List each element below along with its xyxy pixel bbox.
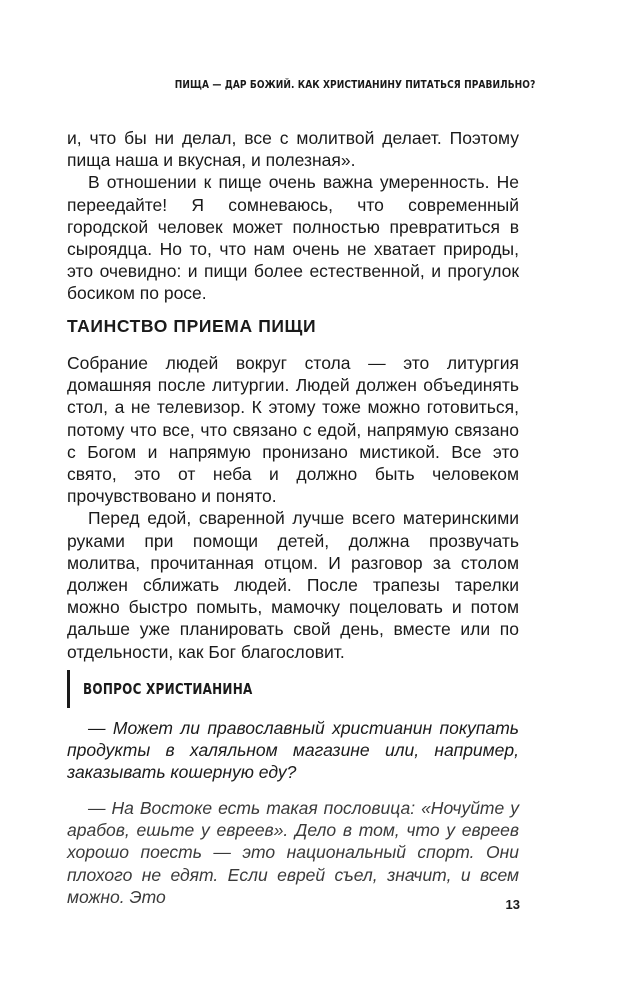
paragraph-moderation: В отношении к пище очень важна умеренность. Не переедайте! Я сомневаюсь, что современный городской человек может полностью превратиться в сыроядца. Но то, что нам очень не хватает природы, это очевидно: и пищи более естественной, и прогулок босиком по росе. [67,172,519,304]
page-number: 13 [505,897,520,912]
text-block-section [67,352,519,663]
qa-answer: — На Востоке есть такая пословица: «Ночуйте у арабов, ешьте у евреев». Дело в том, что у евреев хорошо поесть — это национальный спорт. Они плохого не едят. Если еврей съел, значит, и всем можно. Это [67,798,519,907]
text-block-intro [67,127,519,305]
running-header: ПИЩА — ДАР БОЖИЙ. КАК ХРИСТИАНИНУ ПИТАТЬСЯ ПРАВИЛЬНО? [174,79,535,91]
qa-question: — Может ли православный христианин покупать продукты в халяльном магазине или, например, заказывать кошерную еду? [67,718,519,783]
section-heading: ТАИНСТВО ПРИЕМА ПИЩИ [67,316,317,336]
paragraph-continuation: и, что бы ни делал, все с молитвой делает. Поэтому пища наша и вкусная, и полезная». [67,128,519,171]
paragraph-prayer: Перед едой, сваренной лучше всего материнскими руками при помощи детей, должна прозвучать молитва, прочитанная отцом. И разговор за столом должен сближать людей. После трапезы тарелки можно быстро помыть, мамочку поцеловать и потом дальше уже планировать свой день, вместе или по отдельности, как Бог благословит. [67,508,519,662]
paragraph-gathering: Собрание людей вокруг стола — это литургия домашняя после литургии. Людей должен объединять стол, а не телевизор. К этому тоже можно готовиться, потому что все, что связано с едой, напрямую связано с Богом и напрямую пронизано мистикой. Все это свято, это от неба и должно быть человеком прочувствовано и понято. [67,353,519,507]
question-box-title: ВОПРОС ХРИСТИАНИНА [83,680,253,698]
question-box [67,670,295,708]
